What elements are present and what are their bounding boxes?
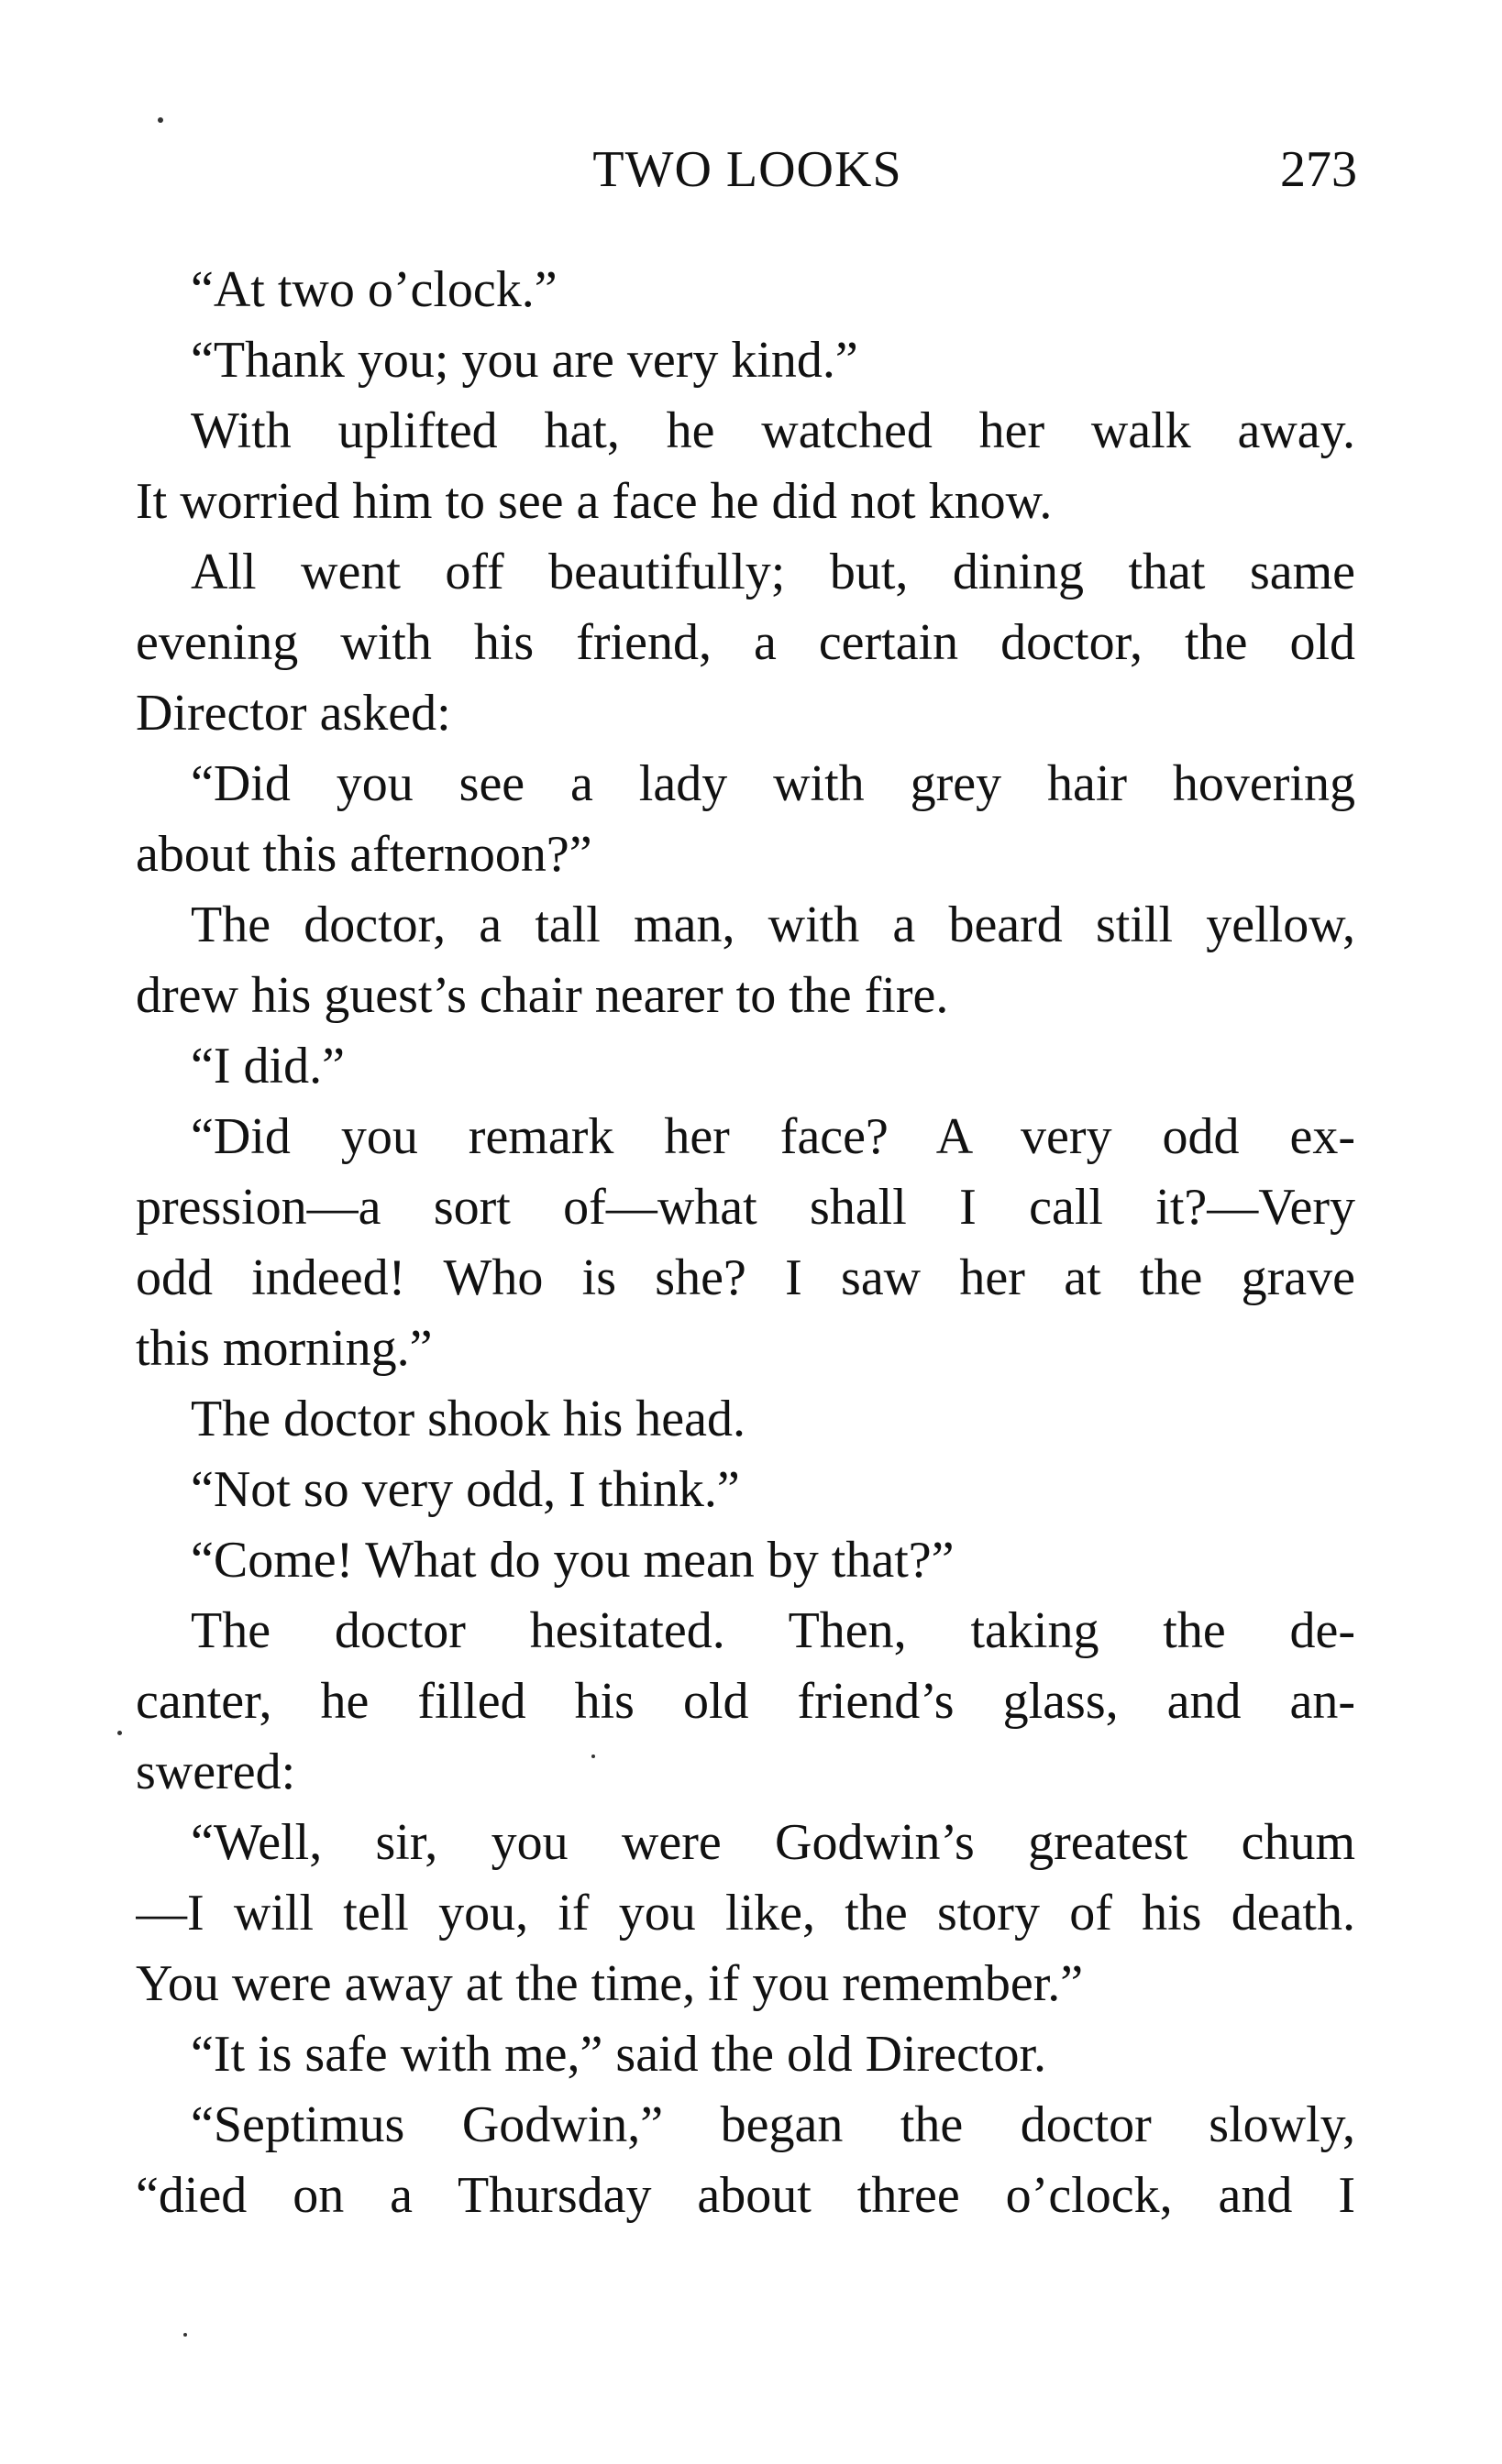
page-speck — [117, 1731, 122, 1735]
body-text — [136, 255, 1355, 2231]
text-line: evening with his friend, a certain doctor, the old — [136, 614, 1355, 671]
text-line: “Well, sir, you were Godwin’s greatest chum — [191, 1814, 1355, 1871]
running-title: TWO LOOKS — [592, 141, 902, 198]
text-line: about this afternoon?” — [136, 826, 592, 883]
text-line: “I did.” — [191, 1038, 345, 1094]
text-line: “It is safe with me,” said the old Director. — [191, 2026, 1047, 2083]
text-line: “Thank you; you are very kind.” — [191, 332, 858, 389]
text-line: “Not so very odd, I think.” — [191, 1461, 740, 1518]
text-line: —I will tell you, if you like, the story of his death. — [136, 1885, 1355, 1942]
text-line: The doctor, a tall man, with a beard still yellow, — [191, 896, 1355, 953]
text-line: pression—a sort of—what shall I call it?—Very — [136, 1179, 1355, 1236]
text-line: The doctor hesitated. Then, taking the de- — [191, 1602, 1355, 1659]
text-line: You were away at the time, if you remember.” — [136, 1955, 1084, 2012]
page-number: 273 — [1280, 141, 1357, 198]
running-head — [138, 138, 1357, 202]
text-line: “Septimus Godwin,” began the doctor slowly, — [191, 2096, 1355, 2153]
text-line: odd indeed! Who is she? I saw her at the grave — [136, 1249, 1355, 1306]
text-line: “died on a Thursday about three o’clock, and I — [136, 2167, 1355, 2224]
text-line: It worried him to see a face he did not know. — [136, 473, 1053, 530]
text-line: “Come! What do you mean by that?” — [191, 1532, 955, 1589]
text-line: canter, he filled his old friend’s glass, and an- — [136, 1673, 1355, 1730]
text-line: “Did you remark her face? A very odd ex- — [191, 1108, 1355, 1165]
text-line: With uplifted hat, he watched her walk away. — [191, 402, 1355, 459]
text-line: “Did you see a lady with grey hair hovering — [191, 755, 1355, 812]
text-line: this morning.” — [136, 1320, 433, 1377]
text-line: drew his guest’s chair nearer to the fire. — [136, 967, 949, 1024]
text-line: “At two o’clock.” — [191, 261, 558, 318]
text-line: All went off beautifully; but, dining that same — [191, 544, 1355, 600]
text-line: Director asked: — [136, 685, 451, 742]
page-speck — [183, 2333, 187, 2337]
page-speck — [158, 117, 163, 123]
text-line: swered: — [136, 1744, 296, 1800]
text-line: The doctor shook his head. — [191, 1391, 745, 1447]
